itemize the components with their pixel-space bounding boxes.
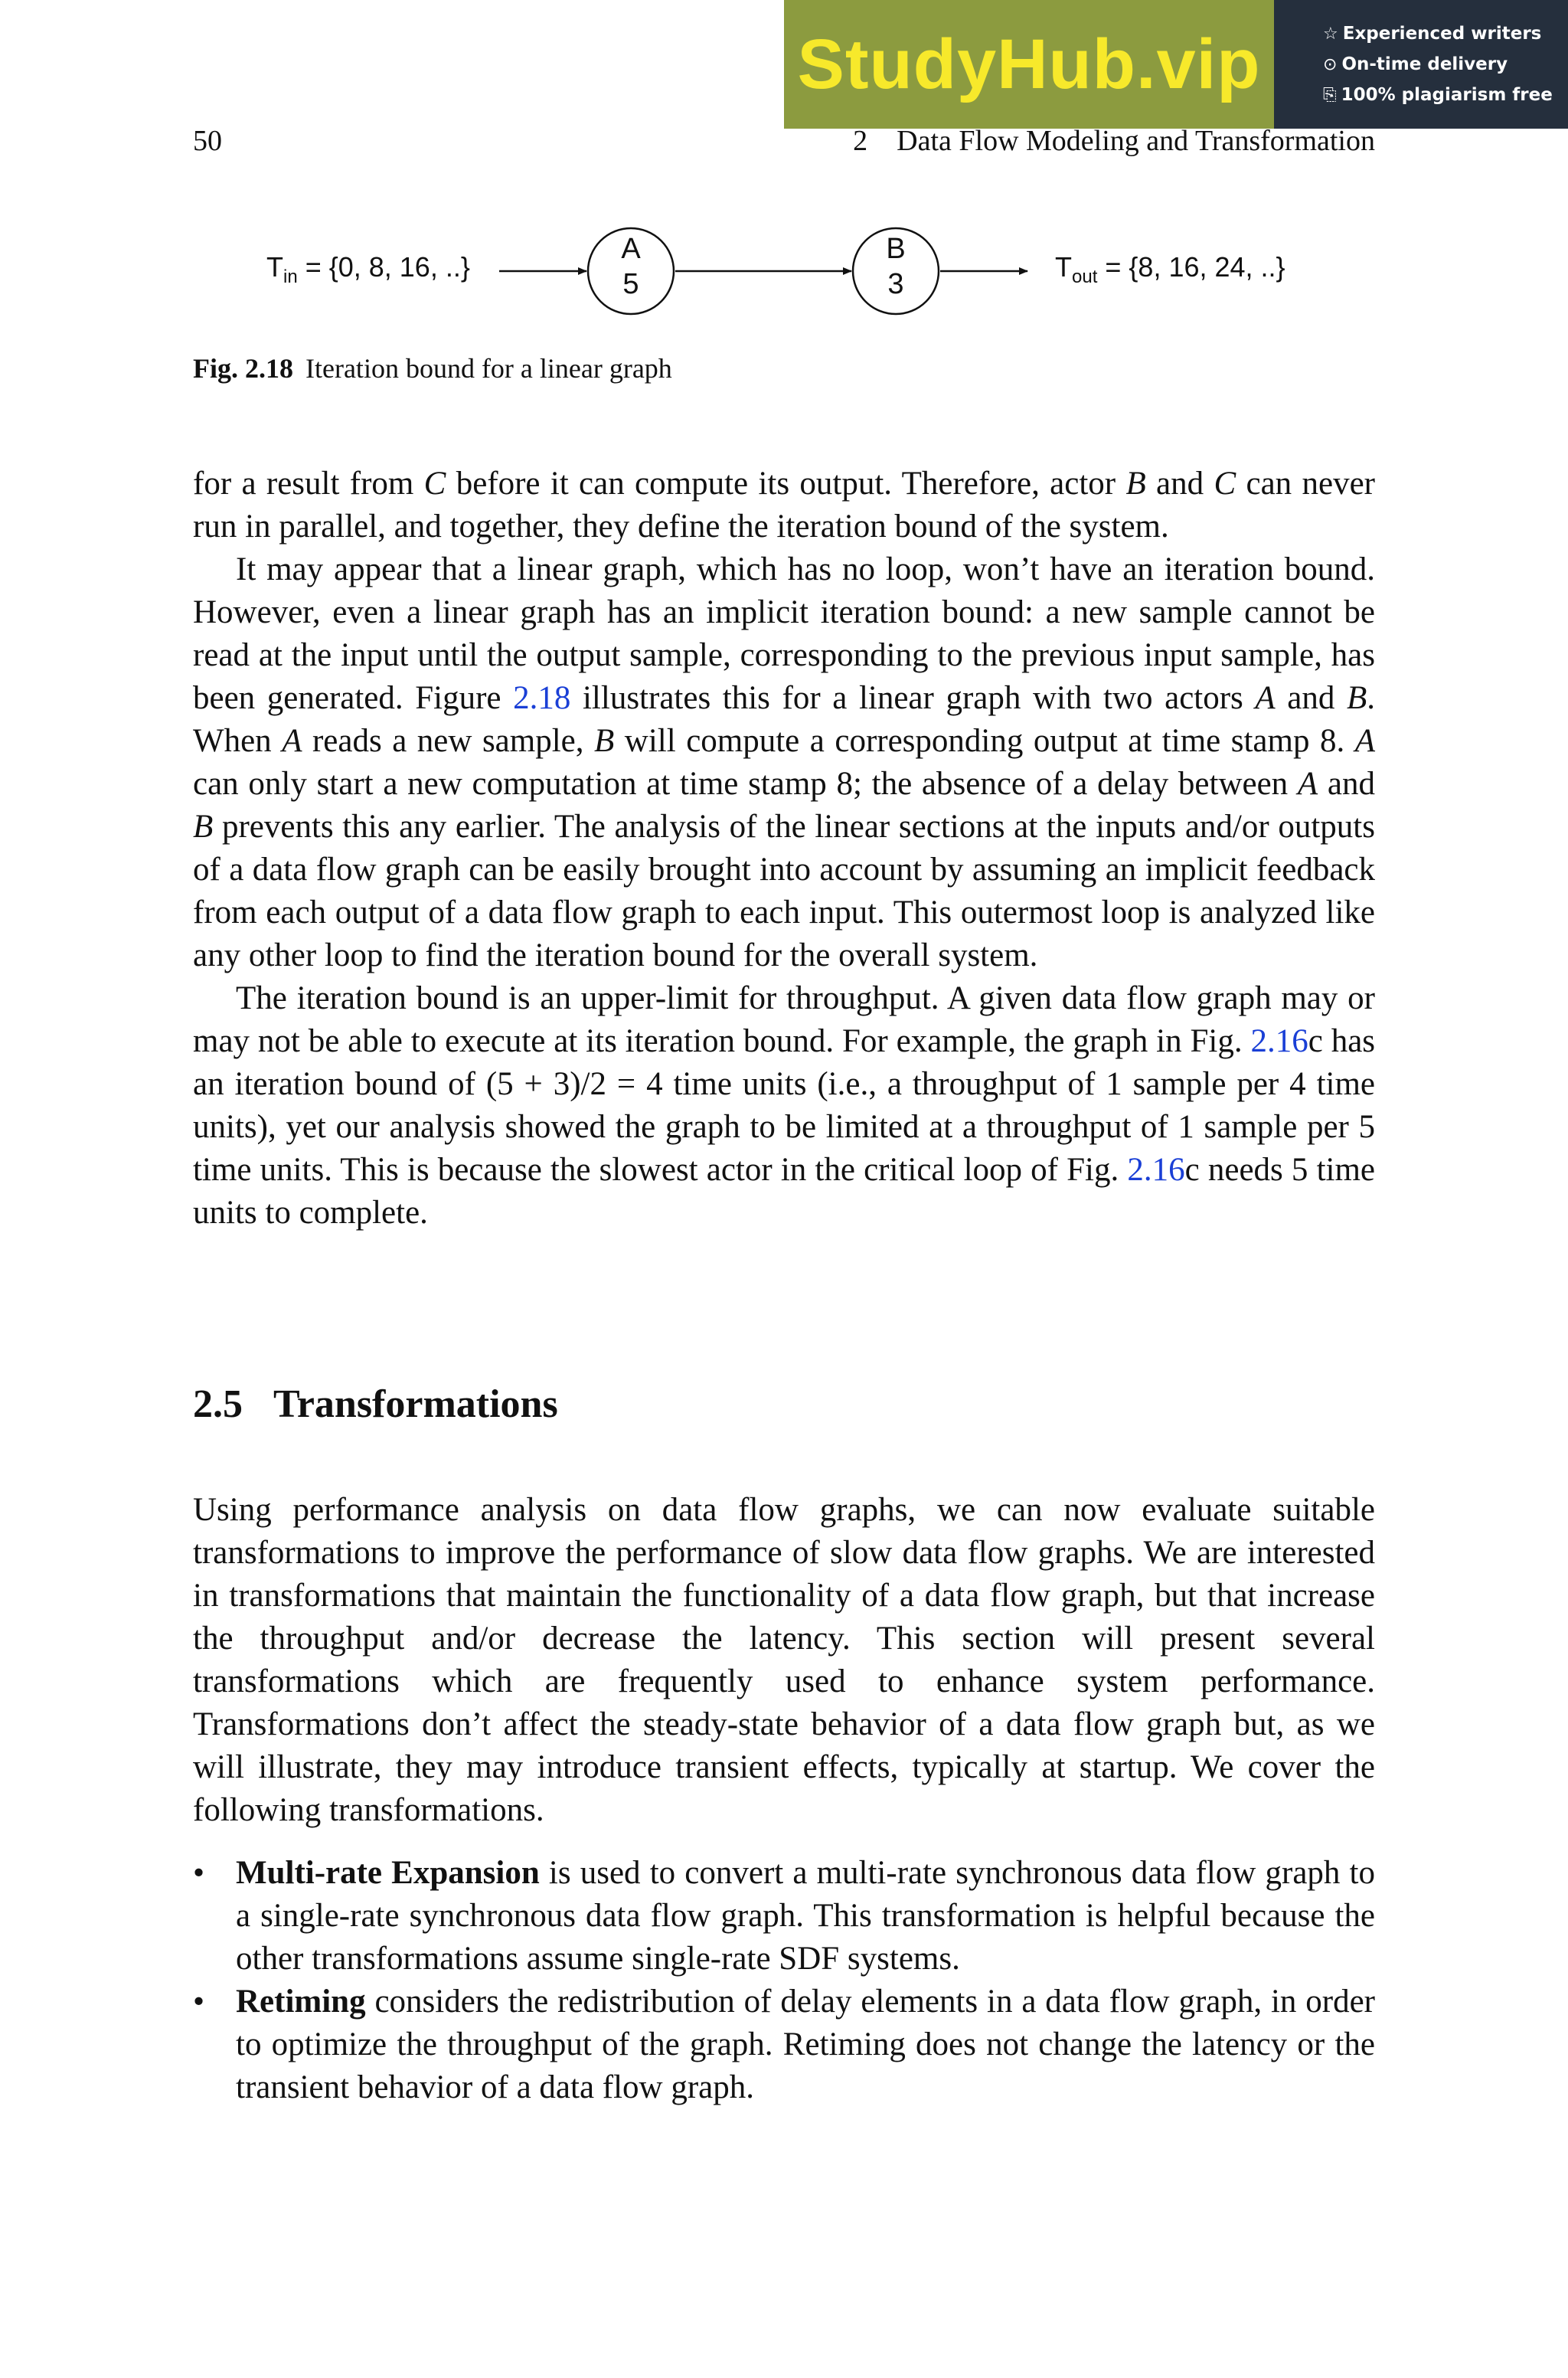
figure-ref-link[interactable]: 2.16 (1250, 1023, 1308, 1059)
brand-logo: StudyHub.vip (797, 25, 1261, 103)
banner-features (1274, 0, 1568, 129)
figure-ref-link[interactable]: 2.16 (1127, 1152, 1185, 1188)
figure-ref-link[interactable]: 2.18 (513, 680, 571, 716)
clock-icon: ⊙ (1323, 54, 1338, 74)
feature-plagiarism-free (1323, 85, 1568, 105)
feature-experienced-writers (1323, 24, 1568, 44)
paragraph-3: The iteration bound is an upper-limit for throughput. A given data flow graph may or may not be able to execute at its iteration bound. For example, the graph in Fig. 2.16c has an iteration bound of (5 + 3)/2 = 4 time units (i.e., a throughput of 1 sample per 4 time units), yet our analysis showed the graph to be limited at a throughput of 1 sample per 5 time units. This is because the slowest actor in the critical loop of Fig. 2.16c needs 5 time units to complete. (193, 980, 1376, 1231)
node-b-value: 3 (887, 268, 904, 300)
node-a-name: A (621, 233, 641, 265)
document-icon: ⎘ (1323, 85, 1337, 105)
caption-text: Iteration bound for a linear graph (305, 353, 672, 384)
studyhub-banner[interactable] (784, 0, 1568, 129)
feature-text: Experienced writers (1342, 24, 1542, 44)
figure-caption (193, 352, 672, 384)
feature-on-time-delivery (1323, 54, 1568, 74)
list-item: • Multi-rate Expansion is used to convert a multi-rate synchronous data flow graph to a single-rate synchronous data flow graph. This transformation is helpful because the other transformations assume single-rate SDF systems. (193, 1852, 1375, 1981)
body-text (193, 463, 1375, 1235)
feature-text: On-time delivery (1341, 54, 1508, 74)
list-item: • Retiming considers the redistribution of delay elements in a data flow graph, in order to optimize the throughput of the graph. Retiming does not change the latency or the transient behavior of a data flow graph. (193, 1981, 1375, 2109)
banner-brand-area (784, 0, 1274, 129)
section-title: Transformations (273, 1382, 558, 1426)
page-number: 50 (193, 125, 222, 157)
feature-text: 100% plagiarism free (1341, 85, 1553, 105)
paragraph-2: It may appear that a linear graph, which has no loop, won’t have an iteration bound. However, even a linear graph has an implicit iteration bound: a new sample cannot be read at the input until the output sample, corresponding to the previous input sample, has been generated. Figure 2.18 illustrates this for a linear graph with two actors A and B. When A reads a new sample, B will compute a corresponding output at time stamp 8. A can only start a new computation at time stamp 8; the absence of a delay between A and B prevents this any earlier. The analysis of the linear sections at the inputs and/or outputs of a data flow graph can be easily brought into account by assuming an implicit feedback from each output of a data flow graph to each input. This outermost loop is analyzed like any other loop to find the iteration bound for the overall system. (193, 551, 1376, 973)
node-b-name: B (886, 233, 906, 265)
tout-label: $T_{out} = \{8$, 16, 24, ..} (1055, 251, 1285, 288)
tin-label: $T_{in} = \{0$, 8, 16, ..} (266, 251, 470, 288)
section-body (193, 1489, 1375, 2109)
paragraph-1: for a result from C before it can compute its output. Therefore, actor B and C can never run in parallel, and together, they define the iteration bound of the system. (193, 466, 1375, 545)
figure-2-18 (193, 222, 1375, 329)
section-heading (193, 1382, 558, 1427)
chapter-header: 2 Data Flow Modeling and Transformation (853, 125, 1375, 157)
section-intro: Using performance analysis on data flow graphs, we can now evaluate suitable transformations to improve the performance of slow data flow graphs. We are interested in transformations that maintain the functionality of a data flow graph, but that increase the throughput and/or decrease the latency. This section will present several transformations which are frequently used to enhance system performance. Transformations don’t affect the steady-state behavior of a data flow graph but, as we will illustrate, they may introduce transient effects, typically at startup. We cover the following transformations. (193, 1492, 1375, 1828)
section-number: 2.5 (193, 1382, 243, 1426)
star-icon: ☆ (1323, 24, 1338, 44)
caption-label: Fig. 2.18 (193, 353, 293, 384)
transformations-list (193, 1852, 1375, 2109)
node-a-value: 5 (622, 268, 639, 300)
